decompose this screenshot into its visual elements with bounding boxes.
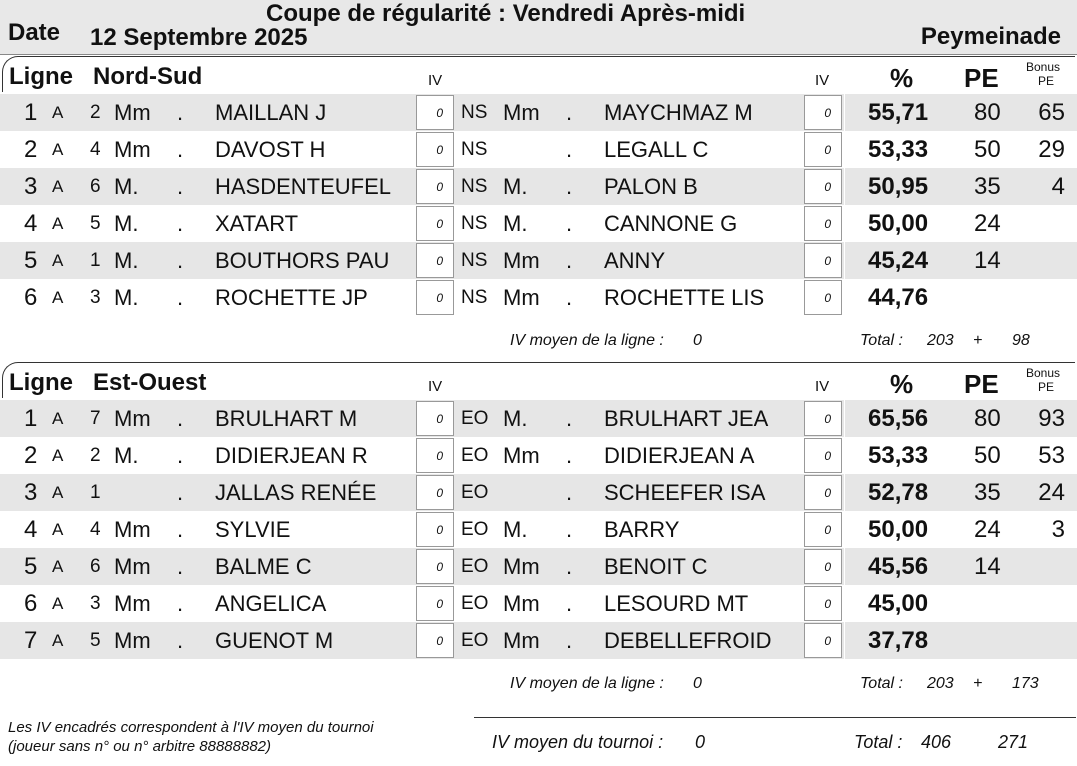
line-total-label: Total : (860, 332, 903, 349)
column-divider (844, 131, 845, 168)
column-divider (844, 437, 845, 474)
pe-points: 80 (974, 405, 1001, 432)
player-number: 2 (90, 445, 101, 466)
table-row (0, 474, 1077, 511)
column-divider (844, 205, 845, 242)
percentage: 50,00 (868, 516, 929, 543)
table-row (0, 400, 1077, 437)
group: A (52, 483, 64, 502)
title-b: M. (503, 211, 528, 236)
line-iv-label: IV moyen de la ligne : (510, 675, 664, 692)
title-a: Mm (114, 100, 151, 125)
rank: 6 (24, 284, 38, 311)
pe-points: 35 (974, 479, 1001, 506)
iv-header-a: IV (428, 72, 443, 89)
iv-box-b: 0 (804, 169, 842, 204)
bonus-pe: 24 (1038, 479, 1065, 506)
iv-box-a: 0 (416, 280, 454, 315)
column-divider (844, 548, 845, 585)
separator-a: . (177, 591, 184, 616)
iv-box-a: 0 (416, 243, 454, 278)
pct-header: % (890, 369, 914, 399)
table-row (0, 94, 1077, 131)
tournament-total-label: Total : (854, 732, 903, 752)
separator-a: . (177, 248, 184, 273)
title-b: M. (503, 174, 528, 199)
line-total-pe: 203 (927, 675, 954, 692)
iv-box-a: 0 (416, 169, 454, 204)
title-a: M. (114, 248, 139, 273)
title-a: Mm (114, 517, 151, 542)
player-number: 4 (90, 519, 101, 540)
player-name-b: MAYCHMAZ M (604, 100, 753, 125)
separator-b: . (566, 100, 573, 125)
iv-box-b: 0 (804, 586, 842, 621)
direction: EO (461, 408, 489, 429)
pe-header: PE (964, 63, 999, 93)
separator-a: . (177, 517, 184, 542)
separator-b: . (566, 480, 573, 505)
separator-b: . (566, 285, 573, 310)
pe-points: 80 (974, 99, 1001, 126)
direction: NS (461, 139, 488, 160)
iv-box-a: 0 (416, 401, 454, 436)
iv-box-a: 0 (416, 95, 454, 130)
direction: EO (461, 593, 489, 614)
bonus-header: Bonus (1026, 366, 1061, 380)
table-row (0, 242, 1077, 279)
separator-b: . (566, 248, 573, 273)
direction: NS (461, 250, 488, 271)
line-total-bonus: 98 (1012, 332, 1030, 349)
group: A (52, 214, 64, 233)
bonus-header: Bonus (1026, 60, 1061, 74)
title-a: Mm (114, 628, 151, 653)
table-row (0, 168, 1077, 205)
tournament-iv-label: IV moyen du tournoi : (492, 732, 664, 752)
table-row (0, 511, 1077, 548)
title-a: Mm (114, 406, 151, 431)
player-number: 7 (90, 408, 101, 429)
line-total-label: Total : (860, 675, 903, 692)
separator-a: . (177, 554, 184, 579)
rank: 3 (24, 479, 38, 506)
title-b: Mm (503, 285, 540, 310)
iv-box-a: 0 (416, 623, 454, 658)
player-name-a: ANGELICA (215, 591, 327, 616)
bonus-pe: 3 (1051, 516, 1065, 543)
rank: 5 (24, 247, 38, 274)
rank: 4 (24, 516, 38, 543)
column-divider (844, 622, 845, 659)
title-b: Mm (503, 628, 540, 653)
separator-b: . (566, 174, 573, 199)
title-a: M. (114, 285, 139, 310)
direction: NS (461, 176, 488, 197)
player-name-b: LESOURD MT (604, 591, 749, 616)
iv-box-a: 0 (416, 438, 454, 473)
direction: EO (461, 445, 489, 466)
player-number: 5 (90, 630, 101, 651)
player-number: 1 (90, 482, 101, 503)
separator-b: . (566, 211, 573, 236)
group: A (52, 557, 64, 576)
column-divider (844, 400, 845, 437)
separator-a: . (177, 480, 184, 505)
group: A (52, 140, 64, 159)
title-a: M. (114, 443, 139, 468)
section-label: Ligne (9, 63, 73, 90)
bonus-pe: 29 (1038, 136, 1065, 163)
title-b: Mm (503, 248, 540, 273)
title-b: M. (503, 517, 528, 542)
player-name-a: GUENOT M (215, 628, 334, 653)
percentage: 53,33 (868, 442, 929, 469)
separator-b: . (566, 406, 573, 431)
separator-a: . (177, 137, 184, 162)
bonus-pe: 53 (1038, 442, 1065, 469)
player-number: 5 (90, 213, 101, 234)
iv-box-b: 0 (804, 280, 842, 315)
pe-points: 50 (974, 136, 1001, 163)
percentage: 50,95 (868, 173, 929, 200)
player-name-b: PALON B (604, 174, 698, 199)
iv-box-b: 0 (804, 243, 842, 278)
separator-a: . (177, 100, 184, 125)
table-row (0, 205, 1077, 242)
title-b: Mm (503, 100, 540, 125)
player-name-b: DIDIERJEAN A (604, 443, 755, 468)
player-number: 6 (90, 556, 101, 577)
pct-header: % (890, 63, 914, 93)
table-row (0, 548, 1077, 585)
player-number: 2 (90, 102, 101, 123)
direction: NS (461, 287, 488, 308)
player-name-b: BARRY (604, 517, 680, 542)
title-a: Mm (114, 137, 151, 162)
column-divider (844, 511, 845, 548)
percentage: 55,71 (868, 99, 929, 126)
column-divider (844, 585, 845, 622)
player-name-b: DEBELLEFROID (604, 628, 772, 653)
iv-box-b: 0 (804, 475, 842, 510)
table-row (0, 585, 1077, 622)
rank: 2 (24, 136, 38, 163)
column-divider (844, 168, 845, 205)
percentage: 53,33 (868, 136, 929, 163)
pe-points: 14 (974, 553, 1001, 580)
player-number: 3 (90, 593, 101, 614)
group: A (52, 631, 64, 650)
player-number: 4 (90, 139, 101, 160)
percentage: 45,24 (868, 247, 929, 274)
player-name-a: DIDIERJEAN R (215, 443, 368, 468)
rank: 1 (24, 99, 38, 126)
iv-box-a: 0 (416, 586, 454, 621)
line-iv-label: IV moyen de la ligne : (510, 332, 664, 349)
iv-box-a: 0 (416, 132, 454, 167)
rank: 6 (24, 590, 38, 617)
separator-a: . (177, 211, 184, 236)
iv-box-b: 0 (804, 95, 842, 130)
player-name-a: MAILLAN J (215, 100, 327, 125)
tournament-iv-value: 0 (695, 732, 706, 752)
percentage: 44,76 (868, 284, 929, 311)
iv-box-b: 0 (804, 549, 842, 584)
iv-box-b: 0 (804, 438, 842, 473)
player-name-a: SYLVIE (215, 517, 291, 542)
iv-box-a: 0 (416, 549, 454, 584)
bonus-pe: 4 (1051, 173, 1065, 200)
group: A (52, 594, 64, 613)
player-name-b: CANNONE G (604, 211, 738, 236)
player-name-a: BRULHART M (215, 406, 358, 431)
player-name-b: LEGALL C (604, 137, 709, 162)
direction: EO (461, 519, 489, 540)
separator-b: . (566, 554, 573, 579)
player-name-a: JALLAS RENÉE (215, 480, 377, 505)
direction: EO (461, 556, 489, 577)
player-name-a: BALME C (215, 554, 312, 579)
line-total-plus: + (973, 675, 983, 692)
direction: EO (461, 482, 489, 503)
player-name-b: BRULHART JEA (604, 406, 769, 431)
section-name: Est-Ouest (93, 369, 207, 396)
iv-box-b: 0 (804, 512, 842, 547)
separator-b: . (566, 517, 573, 542)
rank: 7 (24, 627, 38, 654)
iv-header-b: IV (815, 378, 830, 395)
player-name-a: HASDENTEUFEL (215, 174, 392, 199)
title-a: M. (114, 174, 139, 199)
column-divider (844, 242, 845, 279)
club-name: Peymeinade (920, 23, 1061, 50)
bonus-pe: 93 (1038, 405, 1065, 432)
group: A (52, 177, 64, 196)
group: A (52, 251, 64, 270)
line-iv-value: 0 (693, 675, 702, 692)
separator-a: . (177, 285, 184, 310)
pe-points: 24 (974, 516, 1001, 543)
table-row (0, 622, 1077, 659)
table-row (0, 437, 1077, 474)
percentage: 65,56 (868, 405, 929, 432)
group: A (52, 520, 64, 539)
player-name-b: SCHEEFER ISA (604, 480, 766, 505)
separator-b: . (566, 443, 573, 468)
date-value: 12 Septembre 2025 (90, 24, 308, 51)
title-b: M. (503, 406, 528, 431)
percentage: 45,00 (868, 590, 929, 617)
title-a: M. (114, 211, 139, 236)
iv-box-a: 0 (416, 512, 454, 547)
separator-a: . (177, 174, 184, 199)
title-b: Mm (503, 443, 540, 468)
tournament-total-pe: 406 (921, 732, 952, 752)
column-divider (844, 474, 845, 511)
iv-box-b: 0 (804, 401, 842, 436)
iv-box-a: 0 (416, 475, 454, 510)
rank: 1 (24, 405, 38, 432)
separator-b: . (566, 137, 573, 162)
title-b: Mm (503, 554, 540, 579)
iv-box-b: 0 (804, 206, 842, 241)
title-a: Mm (114, 591, 151, 616)
percentage: 50,00 (868, 210, 929, 237)
bonus-header-pe: PE (1038, 380, 1055, 394)
section-label: Ligne (9, 369, 73, 396)
rank: 4 (24, 210, 38, 237)
player-name-a: BOUTHORS PAU (215, 248, 390, 273)
separator-a: . (177, 628, 184, 653)
line-total-plus: + (973, 332, 983, 349)
direction: NS (461, 102, 488, 123)
separator-b: . (566, 628, 573, 653)
group: A (52, 103, 64, 122)
rank: 2 (24, 442, 38, 469)
player-name-a: XATART (215, 211, 299, 236)
rank: 3 (24, 173, 38, 200)
direction: NS (461, 213, 488, 234)
title-b: Mm (503, 591, 540, 616)
tournament-total-bonus: 271 (998, 732, 1029, 752)
player-name-b: ANNY (604, 248, 666, 273)
percentage: 37,78 (868, 627, 929, 654)
separator-a: . (177, 443, 184, 468)
line-total-pe: 203 (927, 332, 954, 349)
pe-points: 50 (974, 442, 1001, 469)
player-name-b: ROCHETTE LIS (604, 285, 765, 310)
table-row (0, 279, 1077, 316)
column-divider (844, 94, 845, 131)
group: A (52, 288, 64, 307)
separator-a: . (177, 406, 184, 431)
separator-b: . (566, 591, 573, 616)
rank: 5 (24, 553, 38, 580)
pe-header: PE (964, 369, 999, 399)
iv-header-a: IV (428, 378, 443, 395)
page-header (0, 0, 1077, 55)
percentage: 45,56 (868, 553, 929, 580)
iv-header-b: IV (815, 72, 830, 89)
page-title: Coupe de régularité : Vendredi Après-midi (266, 0, 746, 27)
table-row (0, 131, 1077, 168)
player-name-b: BENOIT C (604, 554, 708, 579)
date-label: Date (8, 19, 61, 46)
iv-box-b: 0 (804, 132, 842, 167)
direction: EO (461, 630, 489, 651)
bonus-pe: 65 (1038, 99, 1065, 126)
footer-divider (474, 717, 1076, 718)
section-name: Nord-Sud (93, 63, 203, 90)
line-total-bonus: 173 (1012, 675, 1039, 692)
iv-note: Les IV encadrés correspondent à l'IV moyen du tournoi (joueur sans n° ou n° arbitre 88888882) (8, 719, 374, 755)
player-name-a: ROCHETTE JP (215, 285, 368, 310)
iv-box-a: 0 (416, 206, 454, 241)
percentage: 52,78 (868, 479, 929, 506)
player-number: 3 (90, 287, 101, 308)
iv-box-b: 0 (804, 623, 842, 658)
title-a: Mm (114, 554, 151, 579)
bonus-header-pe: PE (1038, 74, 1055, 88)
pe-points: 14 (974, 247, 1001, 274)
player-number: 1 (90, 250, 101, 271)
line-iv-value: 0 (693, 332, 702, 349)
pe-points: 35 (974, 173, 1001, 200)
column-divider (844, 279, 845, 316)
pe-points: 24 (974, 210, 1001, 237)
player-number: 6 (90, 176, 101, 197)
player-name-a: DAVOST H (215, 137, 326, 162)
group: A (52, 409, 64, 428)
group: A (52, 446, 64, 465)
